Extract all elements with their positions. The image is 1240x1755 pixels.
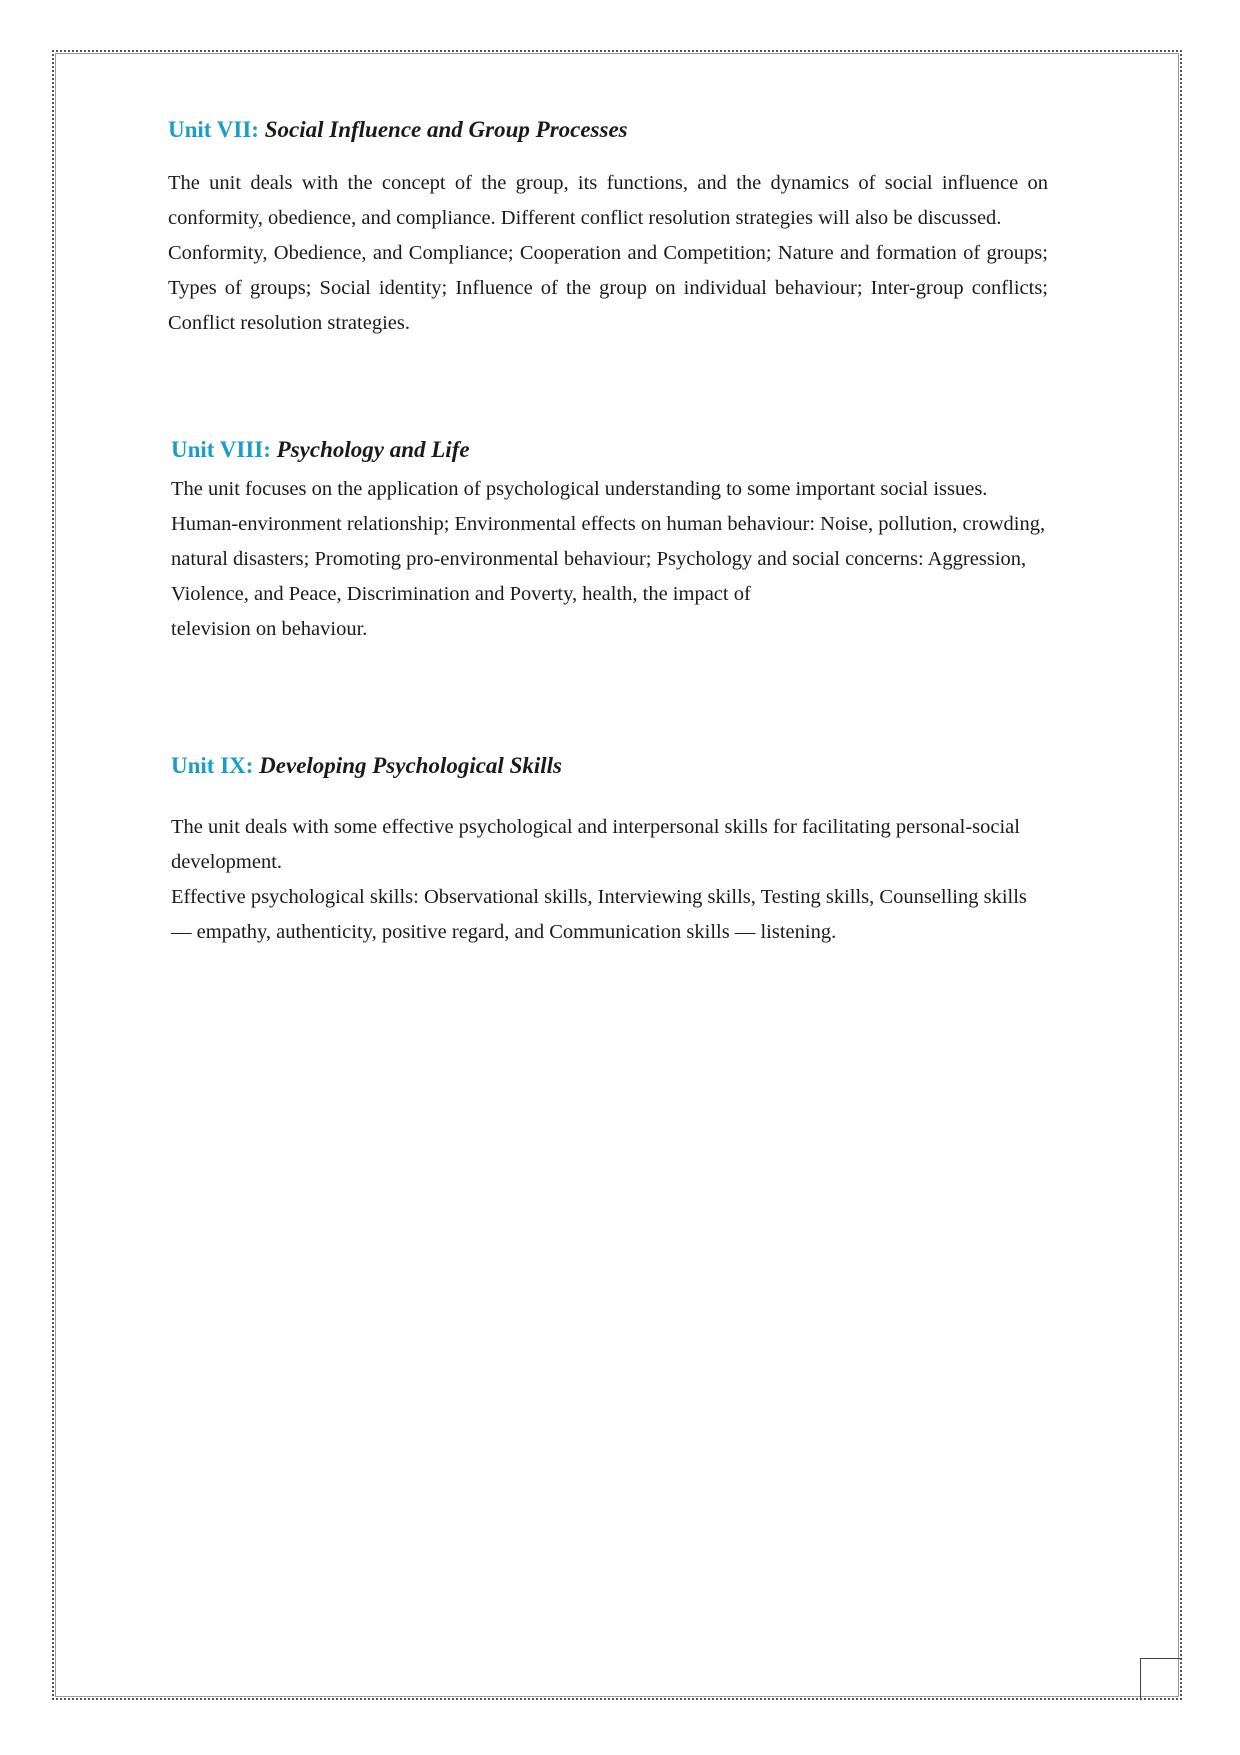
unit-viii-title: Psychology and Life [276, 437, 470, 462]
unit-vii-title: Social Influence and Group Processes [264, 117, 628, 142]
unit-vii-description: The unit deals with the concept of the group, its functions, and the dynamics of social influence on conformity, obedience, and compliance. Different conflict resolution strategies will also be discussed. [168, 171, 1048, 229]
unit-viii-topics: Human-environment relationship; Environmental effects on human behaviour: Noise, pollution, crowding, natural disasters; Promoting pro-environmental behaviour; Psychology and social concerns: Aggression, Violence, and Peace, Discrimination and Poverty, health, the impact of [171, 512, 1046, 605]
unit-ix-topics: Effective psychological skills: Observational skills, Interviewing skills, Testing skills, Counselling skills — empathy, authenticity, positive regard, and Communication skills — listening. [171, 885, 1027, 943]
unit-viii-heading [171, 436, 1051, 464]
unit-vii-label: Unit VII: [168, 117, 259, 142]
unit-vii-section [168, 116, 1048, 341]
unit-ix-heading [171, 752, 1051, 780]
unit-vii-topics: Conformity, Obedience, and Compliance; Cooperation and Competition; Nature and formation of groups; Types of groups; Social identity; Influence of the group on individual behaviour; Inter-group conflicts; Conflict resolution strategies. [168, 241, 1048, 334]
corner-mark [1140, 1658, 1180, 1698]
unit-ix-title: Developing Psychological Skills [259, 753, 562, 778]
unit-viii-description: The unit focuses on the application of psychological understanding to some important social issues. [171, 477, 988, 500]
unit-ix-label: Unit IX: [171, 753, 254, 778]
unit-viii-topics-continued: television on behaviour. [171, 617, 368, 640]
unit-vii-heading [168, 116, 1048, 144]
unit-ix-section [171, 752, 1051, 950]
unit-viii-section [171, 436, 1051, 647]
unit-viii-label: Unit VIII: [171, 437, 271, 462]
unit-ix-description: The unit deals with some effective psychological and interpersonal skills for facilitating personal-social development. [171, 815, 1020, 873]
